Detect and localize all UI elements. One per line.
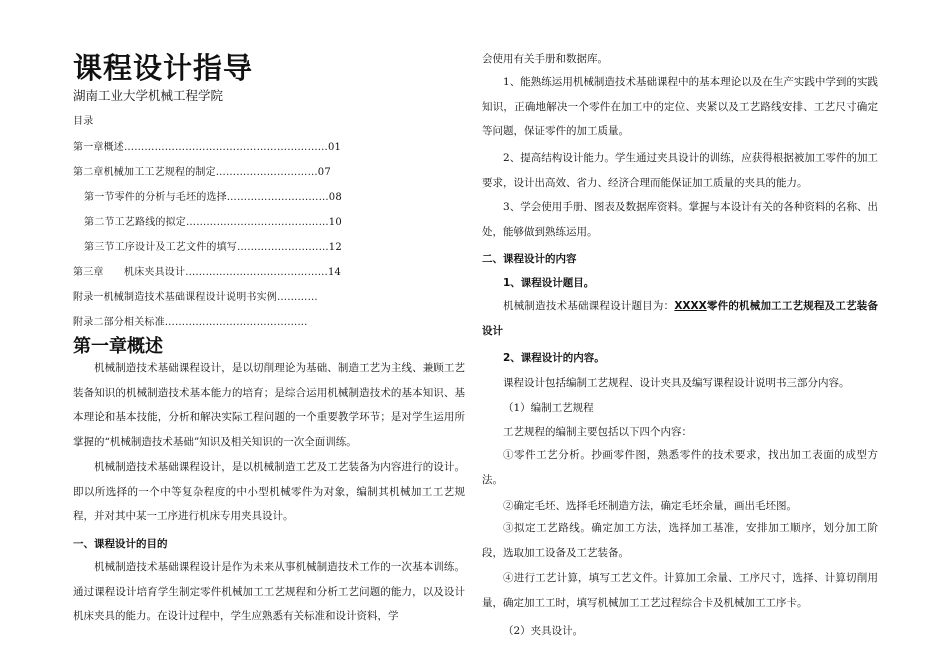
toc-item[interactable]: 第二章机械加工工艺规程的制定…………………………07 [73,167,331,178]
step-item: ②确定毛坯、选择毛坯制造方法，确定毛坯余量，画出毛坯图。 [503,500,797,512]
topic-placeholder: XXXX [674,300,707,312]
step-item: ④进行工艺计算，填写工艺文件。计算加工余量、工序尺寸，选择、计算切削用量，确定加工工时，填写机械加工工艺过程综合卡及机械加工工序卡。 [482,572,878,609]
document-title: 课程设计指导 [73,51,254,85]
paragraph: 机械制造技术基础课程设计是作为未来从事机械制造技术工作的一次基本训练。通过课程设计培育学生制定零件机械加工工艺规程和分析工艺问题的能力，以及设计机床夹具的能力。在设计过程中，学生应熟悉有关标准和设计资料，学 [73,561,465,622]
document-subtitle: 湖南工业大学机械工程学院 [73,88,224,103]
subsection-heading: 1、课程设计题目。 [503,277,595,289]
toc-item[interactable]: 附录二部分相关标准…………………………………… [73,317,308,328]
paragraph: 机械制造技术基础课程设计，是以机械制造工艺及工艺装备为内容进行的设计。即以所选择的一个中等复杂程度的中小型机械零件为对象，编制其机械加工工艺规程，并对其中某一工序进行机床专用夹具设计。 [73,461,465,522]
list-label: （1）编制工艺规程 [503,402,594,414]
section-heading: 一、课程设计的目的 [73,538,168,550]
section-heading: 二、课程设计的内容 [482,253,577,265]
step-item: ③拟定工艺路线。确定加工方法，选择加工基准，安排加工顺序，划分加工阶段，选取加工设备及工艺装备。 [482,522,878,559]
paragraph: 课程设计包括编制工艺规程、设计夹具及编写课程设计说明书三部分内容。 [503,377,850,389]
step-item: ①零件工艺分析。抄画零件图，熟悉零件的技术要求，找出加工表面的成型方法。 [482,449,878,486]
toc-label: 目录 [73,116,94,127]
paragraph: 工艺规程的编制主要包括以下四个内容： [503,426,692,438]
toc-item[interactable]: 第一节零件的分析与毛坯的选择…………………………08 [84,192,342,203]
topic-prefix: 机械制造技术基础课程设计题目为： [503,300,675,312]
toc-item[interactable]: 第一章概述……………………………………………………01 [73,142,342,153]
toc-item[interactable]: 附录一机械制造技术基础课程设计说明书实例………… [73,292,318,303]
paragraph-continuation: 会使用有关手册和数据库。 [482,53,608,65]
topic-title: 零件的机械加工工艺规程及工艺装备设计 [482,300,879,337]
toc-item[interactable]: 第三节工序设计及工艺文件的填写………………………12 [84,242,342,253]
chapter-heading: 第一章概述 [73,336,163,357]
goal-item: 3、学会使用手册、图表及数据库资料。掌握与本设计有关的各种资料的名称、出处，能够做到熟练运用。 [482,201,878,238]
paragraph: 机械制造技术基础课程设计，是以切削理论为基础、制造工艺为主线、兼顾工艺装备知识的机械制造技术基本能力的培育；是综合运用机械制造技术的基本知识、基本理论和基本技能，分析和解决实际工程问题的一个重要教学环节；是对学生运用所掌握的“机械制造技术基础”知识及相关知识的一次全面训练。 [73,362,465,448]
subsection-heading: 2、课程设计的内容。 [503,352,605,364]
goal-item: 1、能熟练运用机械制造技术基础课程中的基本理论以及在生产实践中学到的实践知识，正确地解决一个零件在加工中的定位、夹紧以及工艺路线安排、工艺尺寸确定等问题，保证零件的加工质量。 [482,76,878,137]
toc-item[interactable]: 第三章 机床夹具设计……………………………………14 [73,267,342,278]
goal-item: 2、提高结构设计能力。学生通过夹具设计的训练，应获得根据被加工零件的加工要求，设计出高效、省力、经济合理而能保证加工质量的夹具的能力。 [482,152,878,189]
toc-item[interactable]: 第二节工艺路线的拟定……………………………………10 [84,217,342,228]
topic-paragraph [482,294,878,343]
list-label: （2）夹具设计。 [503,625,584,637]
